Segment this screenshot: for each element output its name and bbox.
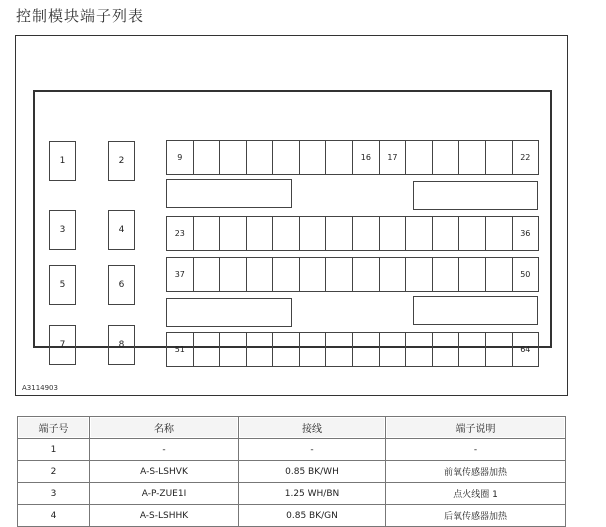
blank-bar-left-lower — [166, 298, 292, 327]
table-row — [18, 505, 566, 527]
pin-cell — [220, 333, 247, 366]
cell-wiring: 1.25 WH/BN — [239, 483, 386, 505]
pin-cell — [300, 141, 327, 174]
pin-1: 1 — [49, 141, 76, 181]
cell-terminal-no: 2 — [18, 461, 90, 483]
cell-description: - — [386, 439, 566, 461]
pin-cell — [300, 258, 327, 291]
pin-cell — [406, 258, 433, 291]
figure-code: A3114903 — [22, 384, 58, 392]
pin-cell — [273, 333, 300, 366]
pin-cell: 50 — [520, 270, 531, 279]
pin-3: 3 — [49, 210, 76, 250]
cell-description: 点火线圈 1 — [386, 483, 566, 505]
pin-cell — [326, 141, 353, 174]
pin-cell — [194, 333, 221, 366]
pin-cell: 17 — [380, 141, 407, 174]
cell-description: 前氧传感器加热 — [386, 461, 566, 483]
pin-cell — [220, 217, 247, 250]
pin-cell — [459, 217, 486, 250]
pin-cell — [247, 217, 274, 250]
pin-cell — [433, 141, 460, 174]
pin-cell — [194, 217, 221, 250]
pin-cell — [353, 333, 380, 366]
pin-cell — [406, 217, 433, 250]
terminal-table — [17, 416, 566, 527]
page-title: 控制模块端子列表 — [16, 7, 145, 25]
pin-cell — [380, 333, 407, 366]
pin-cell — [433, 333, 460, 366]
pin-cell — [273, 141, 300, 174]
header-terminal-no: 端子号 — [18, 417, 90, 439]
pin-cell: 36 — [520, 229, 531, 238]
pin-cell — [220, 141, 247, 174]
pin-5: 5 — [49, 265, 76, 305]
pin-cell — [353, 217, 380, 250]
pin-cell — [353, 258, 380, 291]
header-name: 名称 — [90, 417, 239, 439]
blank-bar-left-upper — [166, 179, 292, 208]
pin-cell — [459, 258, 486, 291]
table-row — [18, 439, 566, 461]
pin-7: 7 — [49, 325, 76, 365]
cell-description: 后氧传感器加热 — [386, 505, 566, 527]
pin-2: 2 — [108, 141, 135, 181]
table-header-row — [18, 417, 566, 439]
cell-name: - — [90, 439, 239, 461]
pin-cell — [433, 258, 460, 291]
pin-cell — [273, 258, 300, 291]
blank-bar-right-lower — [413, 296, 538, 325]
pin-cell — [486, 333, 513, 366]
pin-cell: 51 — [167, 333, 194, 366]
pin-cell — [380, 217, 407, 250]
pin-cell — [459, 141, 486, 174]
pin-cell — [273, 217, 300, 250]
cell-terminal-no: 1 — [18, 439, 90, 461]
cell-terminal-no: 3 — [18, 483, 90, 505]
connector-outline — [33, 90, 552, 354]
pin-row-37-50 — [166, 257, 539, 292]
pin-cell — [247, 258, 274, 291]
cell-wiring: 0.85 BK/WH — [239, 461, 386, 483]
cell-name: A-S-LSHHK — [90, 505, 239, 527]
cell-name: A-S-LSHVK — [90, 461, 239, 483]
pin-row-23-36 — [166, 216, 539, 251]
cell-wiring: - — [239, 439, 386, 461]
pin-cell — [300, 217, 327, 250]
pin-cell — [486, 217, 513, 250]
pin-cell — [406, 141, 433, 174]
connector-diagram — [15, 35, 568, 396]
pin-row-51-64 — [166, 332, 539, 367]
pin-8: 8 — [108, 325, 135, 365]
table-row — [18, 483, 566, 505]
pin-cell: 16 — [353, 141, 380, 174]
pin-cell: 37 — [167, 258, 194, 291]
pin-6: 6 — [108, 265, 135, 305]
pin-cell — [247, 333, 274, 366]
cell-wiring: 0.85 BK/GN — [239, 505, 386, 527]
pin-cell — [300, 333, 327, 366]
pin-cell: 23 — [167, 217, 194, 250]
pin-cell: 64 — [520, 345, 531, 354]
pin-cell: 9 — [167, 141, 194, 174]
pin-cell — [326, 258, 353, 291]
pin-cell — [459, 333, 486, 366]
pin-cell: 22 — [520, 153, 531, 162]
blank-bar-right-upper — [413, 181, 538, 210]
header-wiring: 接线 — [239, 417, 386, 439]
pin-cell — [380, 258, 407, 291]
pin-cell — [326, 217, 353, 250]
cell-terminal-no: 4 — [18, 505, 90, 527]
pin-cell — [220, 258, 247, 291]
pin-cell — [433, 217, 460, 250]
header-description: 端子说明 — [386, 417, 566, 439]
cell-name: A-P-ZUE1I — [90, 483, 239, 505]
pin-cell — [486, 141, 513, 174]
pin-cell — [194, 258, 221, 291]
pin-4: 4 — [108, 210, 135, 250]
pin-row-9-22 — [166, 140, 539, 175]
pin-cell — [247, 141, 274, 174]
pin-cell — [194, 141, 221, 174]
pin-cell — [326, 333, 353, 366]
pin-cell — [486, 258, 513, 291]
table-row — [18, 461, 566, 483]
pin-cell — [406, 333, 433, 366]
